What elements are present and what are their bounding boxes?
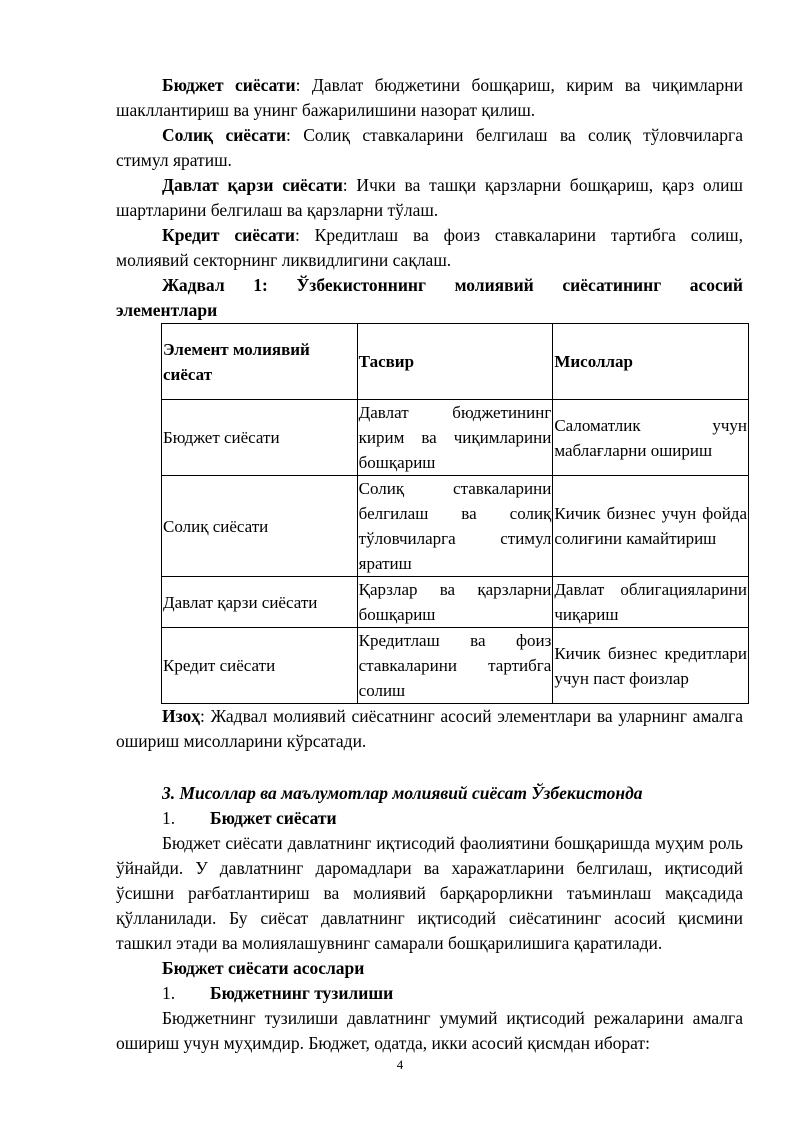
- policy-elements-table: [161, 323, 749, 704]
- note-text: : Жадвал молиявий сиёсатнинг асосий элементлари ва уларнинг амалга ошириш мисолларини кўрсатади.: [116, 706, 743, 751]
- table-cell: Кредит сиёсати: [162, 628, 358, 704]
- item-number: 1.: [162, 983, 176, 1003]
- body-paragraph-budget-structure: Бюджетнинг тузилиши давлатнинг умумий иқтисодий режаларини амалга ошириш учун муҳимдир. Бюджет, одатда, икки асосий қисмдан иборат:: [116, 1008, 743, 1053]
- numbered-item-budget-structure: [116, 981, 743, 1006]
- table-cell: Солиқ сиёсати: [162, 476, 358, 577]
- item-title: Бюджет сиёсати: [210, 808, 337, 828]
- term-budget-policy: Бюджет сиёсати: [162, 75, 296, 95]
- table-cell: Саломатлик учун маблағларни ошириш: [553, 400, 749, 476]
- table-cell: Кичик бизнес учун фойда солиғини камайтириш: [553, 476, 749, 577]
- term-credit-policy: Кредит сиёсати: [162, 225, 295, 245]
- table-row: [162, 400, 749, 476]
- table-cell: Кредитлаш ва фоиз ставкаларини тартибга солиш: [357, 628, 553, 704]
- table-cell: Бюджет сиёсати: [162, 400, 358, 476]
- paragraph-tax-policy: [116, 123, 743, 173]
- page-number: 4: [396, 1057, 404, 1072]
- table-header-row: [162, 324, 749, 400]
- table-cell: Давлат облигацияларини чиқариш: [553, 577, 749, 628]
- paragraph-credit-policy: [116, 223, 743, 273]
- subheading-budget-basics: Бюджет сиёсати асослари: [162, 958, 365, 978]
- table-caption-line2: элементлари: [116, 300, 218, 320]
- body-paragraph-budget-policy: Бюджет сиёсати давлатнинг иқтисодий фаолиятини бошқаришда муҳим роль ўйнайди. У давлатнинг даромадлари ва харажатларини белгилаш, иқтисодий ўсишни рағбатлантириш ва молиявий барқарорликни таъминлаш мақсадида қўлланилади. Бу сиёсат давлатнинг иқтисодий сиёсатининг асосий қисмини ташкил этади ва молиялашувнинг самарали бошқарилишига қаратилади.: [116, 833, 743, 953]
- table-note: [116, 704, 743, 754]
- table-cell: Кичик бизнес кредитлари учун паст фоизлар: [553, 628, 749, 704]
- table-caption-line1: Жадвал 1: Ўзбекистоннинг молиявий сиёсатининг асосий: [162, 275, 743, 295]
- table-row: [162, 476, 749, 577]
- page-content: [116, 73, 747, 1056]
- table-row: [162, 628, 749, 704]
- header-description: Тасвир: [357, 324, 553, 400]
- spacer: [116, 754, 743, 781]
- note-label: Изоҳ: [162, 706, 201, 726]
- term-tax-policy: Солиқ сиёсати: [162, 125, 287, 145]
- table-row: [162, 577, 749, 628]
- header-examples: Мисоллар: [553, 324, 749, 400]
- text-tax-policy: : Солиқ ставкаларини белгилаш ва солиқ тўловчиларга стимул яратиш.: [116, 125, 743, 170]
- paragraph-budget-policy: [116, 73, 743, 123]
- section-heading: 3. Мисоллар ва маълумотлар молиявий сиёсат Ўзбекистонда: [162, 783, 643, 803]
- header-element: Элемент молиявий сиёсат: [162, 324, 358, 400]
- table-cell: Давлат қарзи сиёсати: [162, 577, 358, 628]
- numbered-item-budget-policy: [116, 806, 743, 831]
- text-credit-policy: : Кредитлаш ва фоиз ставкаларини тартибга солиш, молиявий секторнинг ликвидлигини сақлаш.: [116, 225, 743, 270]
- item-title: Бюджетнинг тузилиши: [210, 983, 394, 1003]
- term-debt-policy: Давлат қарзи сиёсати: [162, 175, 343, 195]
- text-debt-policy: : Ички ва ташқи қарзларни бошқариш, қарз олиш шартларини белгилаш ва қарзларни тўлаш.: [116, 175, 743, 220]
- table-cell: Солиқ ставкаларини белгилаш ва солиқ тўловчиларга стимул яратиш: [357, 476, 553, 577]
- table-cell: Давлат бюджетининг кирим ва чиқимларини бошқариш: [357, 400, 553, 476]
- paragraph-debt-policy: [116, 173, 743, 223]
- table-cell: Қарзлар ва қарзларни бошқариш: [357, 577, 553, 628]
- text-budget-policy: : Давлат бюджетини бошқариш, кирим ва чиқимларни шакллантириш ва унинг бажарилишини назорат қилиш.: [116, 75, 744, 120]
- item-number: 1.: [162, 808, 176, 828]
